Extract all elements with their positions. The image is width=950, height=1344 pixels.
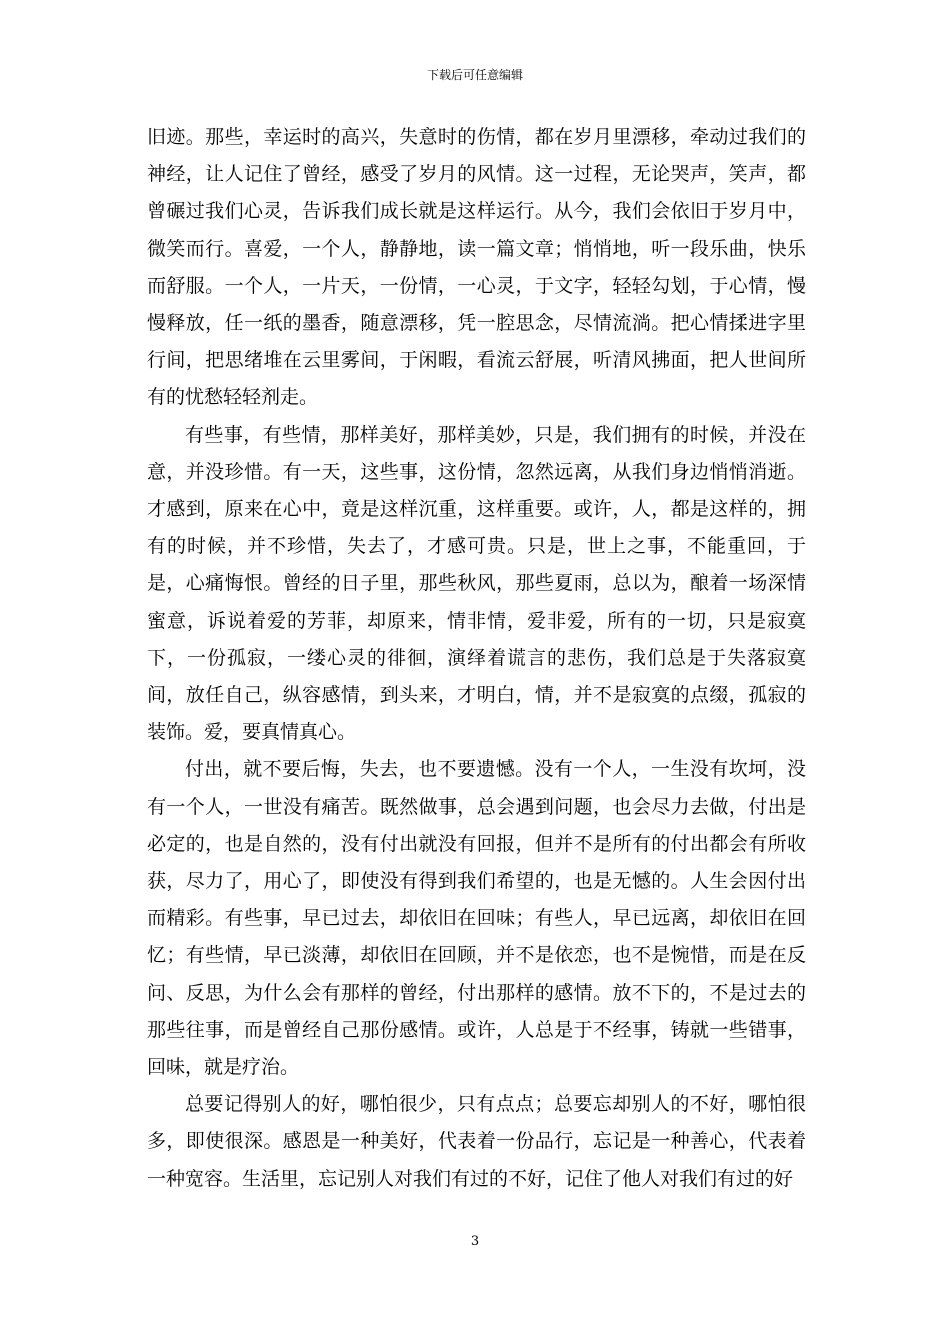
paragraph-4: 总要记得别人的好，哪怕很少，只有点点；总要忘却别人的不好，哪怕很多，即使很深。感恩是一种美好，代表着一份品行，忘记是一种善心，代表着一种宽容。生活里，忘记别人对我们有过的不好，记住了他人对我们有过的好 — [147, 1093, 806, 1190]
page-number: 3 — [470, 1234, 480, 1249]
paragraph-2: 有些事，有些情，那样美好，那样美妙，只是，我们拥有的时候，并没在意，并没珍惜。有一天，这些事，这份情，忽然远离，从我们身边悄悄消逝。才感到，原来在心中，竟是这样沉重，这样重要。或许，人，都是这样的，拥有的时候，并不珍惜，失去了，才感可贵。只是，世上之事，不能重回，于是，心痛悔恨。曾经的日子里，那些秋风，那些夏雨，总以为，酿着一场深情蜜意，诉说着爱的芳菲，却原来，情非情，爱非爱，所有的一切，只是寂寞下，一份孤寂，一缕心灵的徘徊，演绎着谎言的悲伤，我们总是于失落寂寞间，放任自己，纵容感情，到头来，才明白，情，并不是寂寞的点缀，孤寂的装饰。爱，要真情真心。 — [147, 423, 806, 744]
document-body — [147, 119, 806, 1198]
page-header: 下载后可任意编辑 — [426, 68, 523, 82]
paragraph-1: 旧迹。那些，幸运时的高兴，失意时的伤情，都在岁月里漂移，牵动过我们的神经，让人记住了曾经，感受了岁月的风情。这一过程，无论哭声，笑声，都曾碾过我们心灵，告诉我们成长就是这样运行。从今，我们会依旧于岁月中，微笑而行。喜爱，一个人，静静地，读一篇文章；悄悄地，听一段乐曲，快乐而舒服。一个人，一片天，一份情，一心灵，于文字，轻轻勾划，于心情，慢慢释放，任一纸的墨香，随意漂移，凭一腔思念，尽情流淌。把心情揉进字里行间，把思绪堆在云里雾间，于闲暇，看流云舒展，听清风拂面，把人世间所有的忧愁轻轻剂走。 — [147, 126, 806, 409]
paragraph-3: 付出，就不要后悔，失去，也不要遗憾。没有一个人，一生没有坎坷，没有一个人，一世没有痛苦。既然做事，总会遇到问题，也会尽力去做，付出是必定的，也是自然的，没有付出就没有回报，但并不是所有的付出都会有所收获，尽力了，用心了，即使没有得到我们希望的，也是无憾的。人生会因付出而精彩。有些事，早已过去，却依旧在回味；有些人，早已远离，却依旧在回忆；有些情，早已淡薄，却依旧在回顾，并不是依恋，也不是惋惜，而是在反问、反思，为什么会有那样的曾经，付出那样的感情。放不下的，不是过去的那些往事，而是曾经自己那份感情。或许，人总是于不经事，铸就一些错事，回味，就是疗治。 — [147, 758, 806, 1079]
